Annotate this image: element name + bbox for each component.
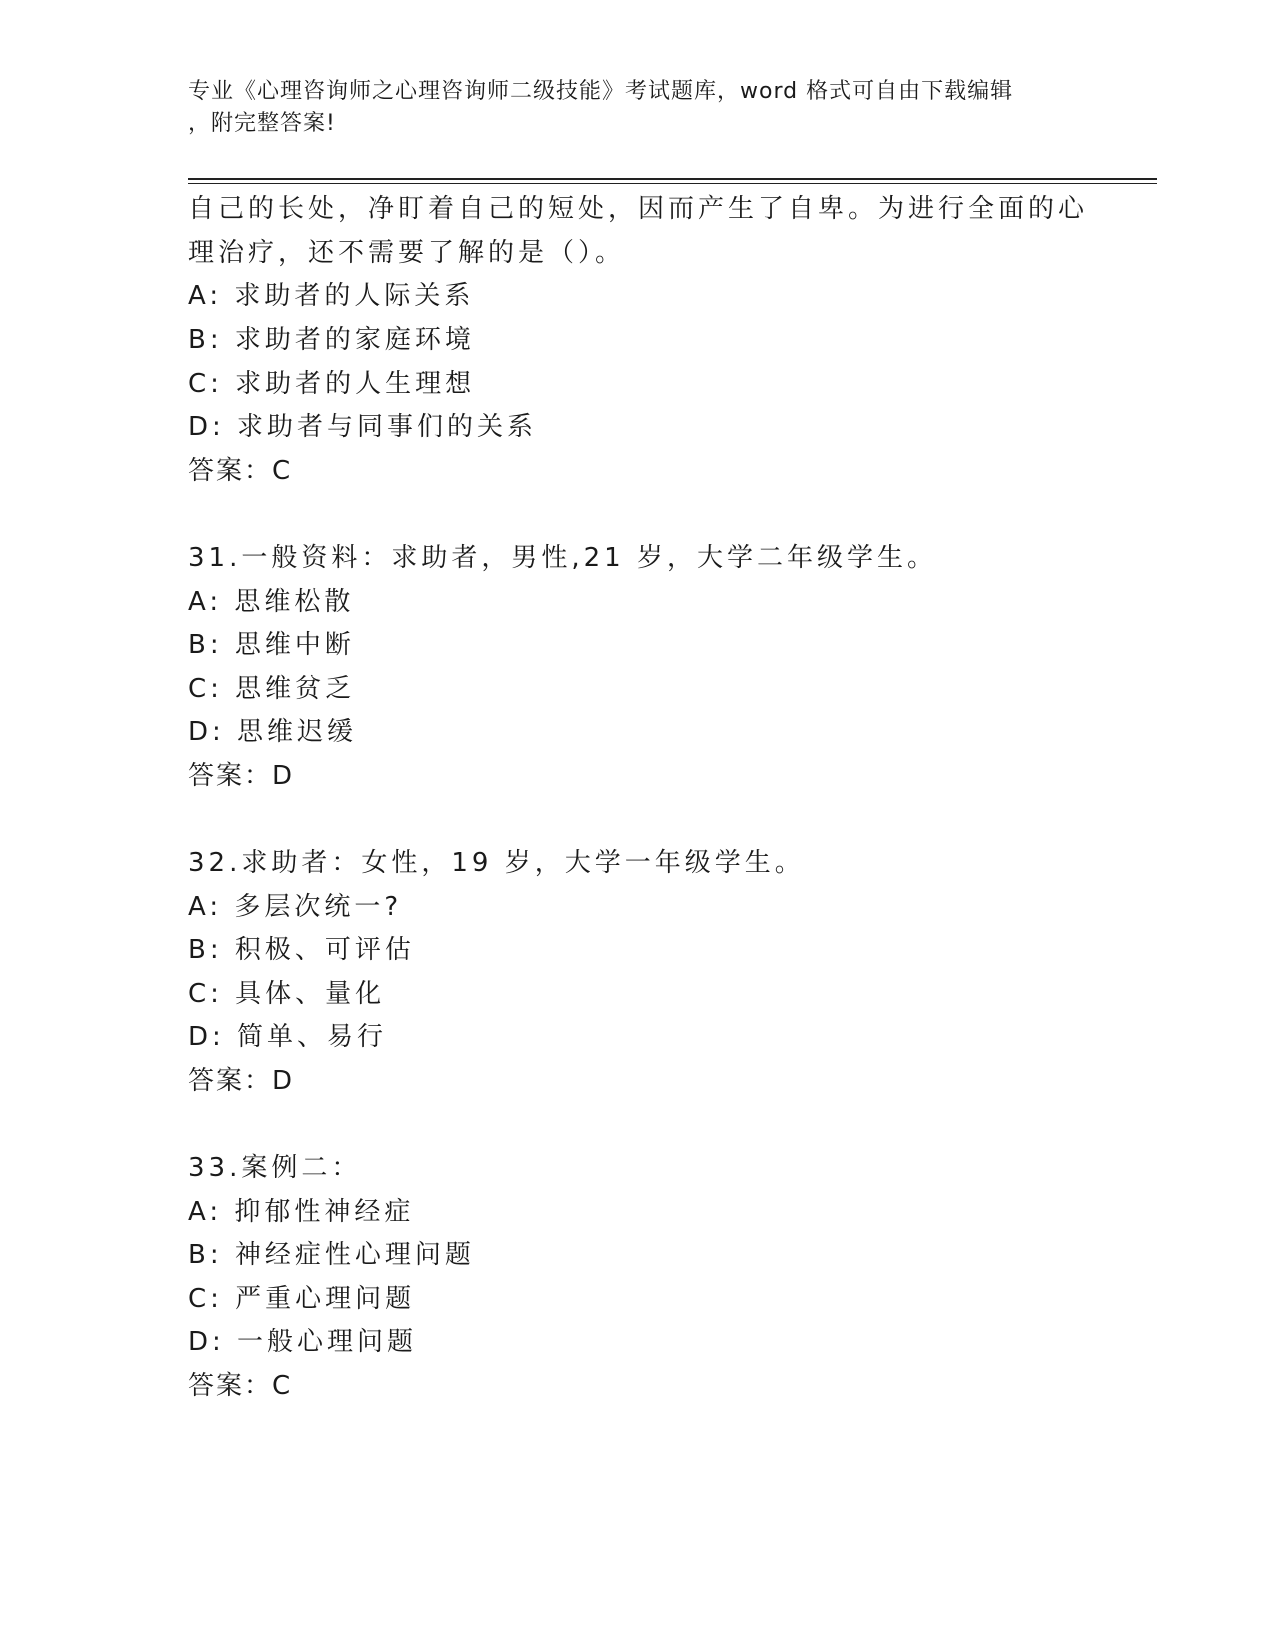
q33-option-b: B: 神经症性心理问题 bbox=[188, 1240, 475, 1270]
q33-option-a: A: 抑郁性神经症 bbox=[188, 1197, 415, 1227]
q31-option-a: A: 思维松散 bbox=[188, 587, 355, 617]
q33-option-d: D: 一般心理问题 bbox=[188, 1327, 418, 1357]
q33-option-c: C: 严重心理问题 bbox=[188, 1284, 416, 1314]
document-header bbox=[188, 76, 1068, 140]
intro-option-c: C: 求助者的人生理想 bbox=[188, 369, 476, 399]
header-line-2: ，附完整答案! bbox=[188, 111, 336, 136]
q31-option-b: B: 思维中断 bbox=[188, 630, 355, 660]
header-divider-thin bbox=[188, 183, 1157, 184]
q32-option-a: A: 多层次统一? bbox=[188, 892, 403, 922]
intro-option-d: D: 求助者与同事们的关系 bbox=[188, 412, 538, 442]
header-divider-thick bbox=[188, 178, 1157, 180]
q31-option-d: D: 思维迟缓 bbox=[188, 717, 358, 747]
intro-option-b: B: 求助者的家庭环境 bbox=[188, 325, 475, 355]
q31-stem: 31.一般资料：求助者，男性,21 岁，大学二年级学生。 bbox=[188, 543, 937, 573]
intro-option-a: A: 求助者的人际关系 bbox=[188, 281, 475, 311]
q31-answer: 答案：D bbox=[188, 761, 295, 791]
intro-answer: 答案：C bbox=[188, 456, 293, 486]
q32-stem: 32.求助者：女性，19 岁，大学一年级学生。 bbox=[188, 848, 805, 878]
header-line-1: 专业《心理咨询师之心理咨询师二级技能》考试题库，word 格式可自由下载编辑 bbox=[188, 79, 1014, 104]
q32-option-d: D: 简单、易行 bbox=[188, 1022, 388, 1052]
intro-stem-line-2: 理治疗，还不需要了解的是（）。 bbox=[188, 238, 626, 268]
q32-answer: 答案：D bbox=[188, 1066, 295, 1096]
q31-option-c: C: 思维贫乏 bbox=[188, 674, 356, 704]
q33-answer: 答案：C bbox=[188, 1371, 293, 1401]
intro-stem-line-1: 自己的长处，净盯着自己的短处，因而产生了自卑。为进行全面的心 bbox=[188, 194, 1089, 224]
q32-option-c: C: 具体、量化 bbox=[188, 979, 386, 1009]
q32-option-b: B: 积极、可评估 bbox=[188, 935, 415, 965]
q33-stem: 33.案例二： bbox=[188, 1153, 362, 1183]
